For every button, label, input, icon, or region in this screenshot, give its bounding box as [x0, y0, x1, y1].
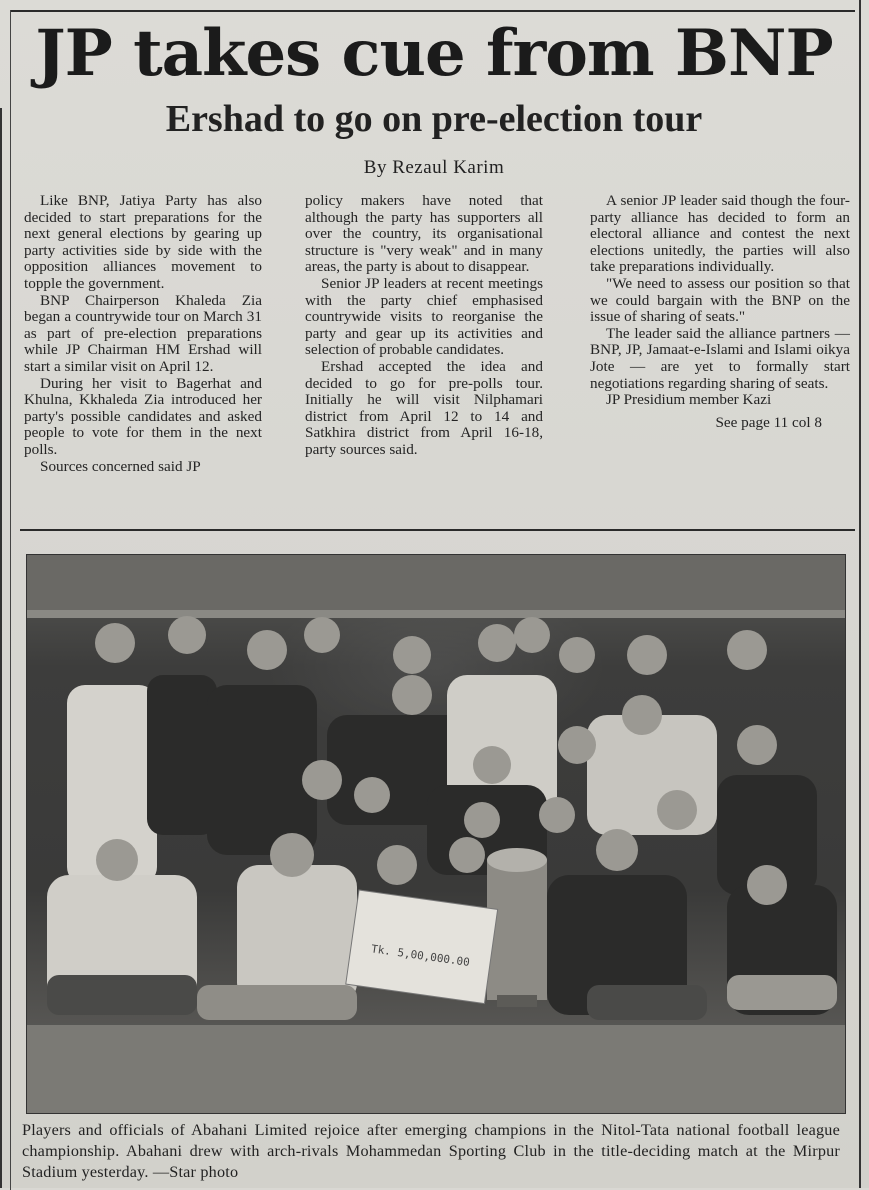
- right-column-rule: [859, 0, 861, 1188]
- top-rule: [10, 10, 855, 12]
- photo-caption: Players and officials of Abahani Limited rejoice after emerging champions in the Nitol-Tata national football league championship. Abahani drew with arch-rivals Mohammedan Sporting Club in the title-deciding match at the Mirpur Stadium yesterday. —Star photo: [22, 1121, 840, 1181]
- paragraph: "We need to assess our position so that we could bargain with the BNP on the issue of sharing of seats.": [590, 274, 850, 326]
- team-photo-illustration: [27, 555, 845, 1113]
- left-column-rule: [10, 10, 11, 1190]
- paragraph: A senior JP leader said though the four-party alliance has decided to form an electoral alliance and contest the next elections unitedly, the parties will also take preparations individually.: [590, 192, 850, 276]
- article-column-3: [590, 193, 850, 431]
- continuation-note: See page 11 col 8: [715, 413, 822, 431]
- headline: JP takes cue from BNP: [35, 16, 833, 91]
- paragraph: BNP Chairperson Khaleda Zia began a countrywide tour on March 31 as part of pre-election preparations while JP Chairman HM Ershad will start a similar visit on April 12.: [24, 291, 262, 375]
- left-edge-rule: [0, 108, 2, 1188]
- cheque-amount: Tk. 5,00,000.00: [370, 942, 471, 970]
- paragraph: Senior JP leaders at recent meetings with the party chief emphasised countrywide visits to reorganise the party and gear up its activities and selection of probable candidates.: [305, 274, 543, 359]
- paragraph: During her visit to Bagerhat and Khulna, Kkhaleda Zia introduced her party's possible candidates and asked people to vote for them in the next polls.: [24, 374, 262, 458]
- section-rule: [20, 529, 855, 531]
- paragraph: policy makers have noted that although the party has supporters all over the country, its organisational structure is "very weak" and in many areas, the party is about to disappear.: [305, 192, 543, 276]
- article-column-1: [24, 193, 262, 475]
- paragraph: Ershad accepted the idea and decided to go for pre-polls tour. Initially he will visit Nilphamari district from April 12 to 14 and Satkhira district from April 16-18, party sources said.: [305, 357, 543, 458]
- prize-cheque: [346, 890, 498, 1004]
- trophy: [487, 848, 547, 1007]
- ground: [27, 1025, 845, 1113]
- paragraph: The leader said the alliance partners — BNP, JP, Jamaat-e-Islami and Islami oikya Jote — are yet to formally start negotiations regarding sharing of seats.: [590, 324, 850, 392]
- subheadline: Ershad to go on pre-election tour: [165, 98, 703, 140]
- paragraph: JP Presidium member Kazi: [606, 391, 772, 409]
- paragraph: Sources concerned said JP: [40, 457, 201, 475]
- team-photo: [26, 554, 846, 1114]
- stadium-beam: [27, 610, 845, 618]
- byline: By Rezaul Karim: [363, 157, 505, 178]
- paragraph: Like BNP, Jatiya Party has also decided to start preparations for the next general elections by gearing up party activities side by side with the opposition alliances movement to topple the government.: [24, 192, 262, 292]
- article-column-2: [305, 193, 543, 459]
- stadium-roof: [27, 555, 845, 615]
